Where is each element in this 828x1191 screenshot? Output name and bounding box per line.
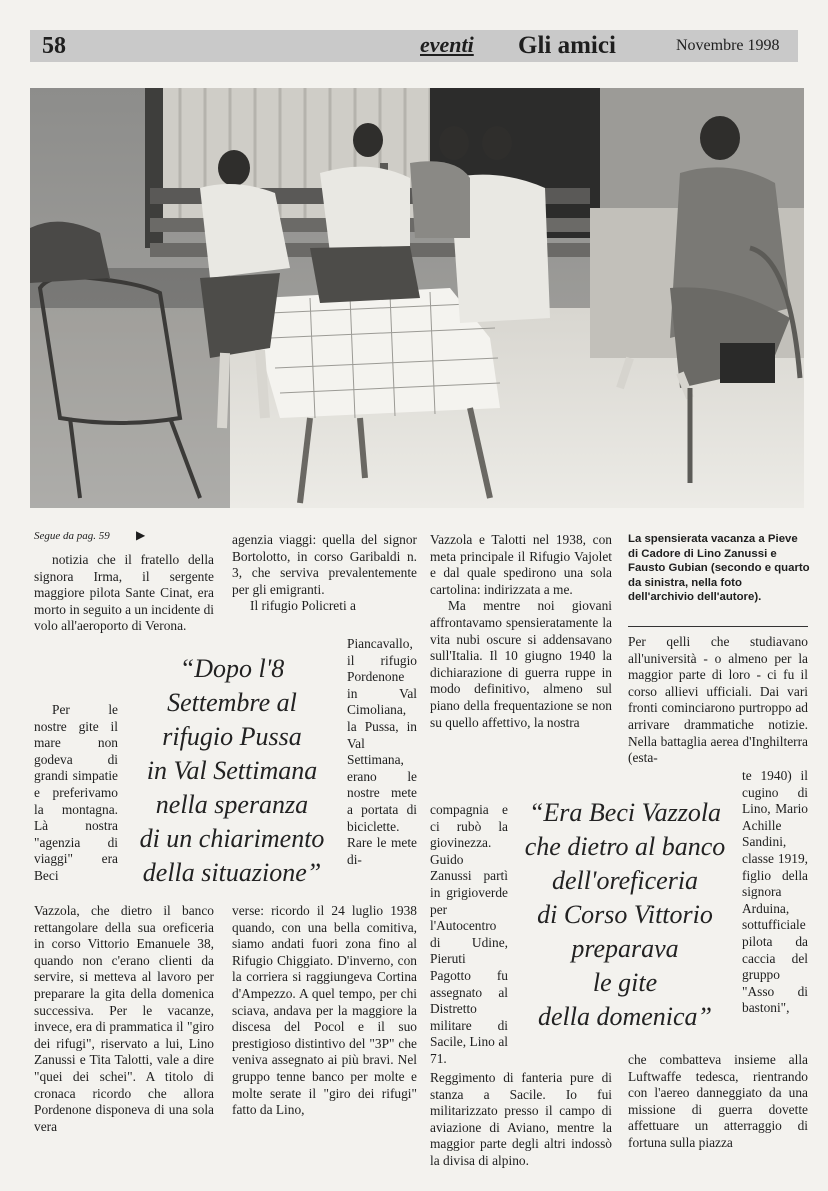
- magazine-brand: eventi: [420, 32, 474, 57]
- col2-para-b: Il rifugio Policreti a: [250, 598, 356, 614]
- quote-open-icon: “: [179, 654, 195, 683]
- pull-quote-1-line-2: Settembre al: [167, 688, 297, 717]
- pull-quote-2-line-1: “Era Beci Vazzola: [528, 798, 722, 827]
- pull-quote-1-line-4: in Val Settimana: [146, 756, 318, 785]
- column-1-lower: [34, 903, 214, 1135]
- col2-para-a: agenzia viaggi: quella del signor Bortolotto, in corso Garibaldi n. 3, che serviva prevalentemente per gli emigranti.: [232, 532, 417, 597]
- col4-para-c: che combatteva insieme alla Luftwaffe tedesca, rientrando con l'aereo danneggiato da una missione di guerra dovette affettuare un atterraggio di fortuna sulla piazza: [628, 1052, 808, 1150]
- group-photo: [30, 88, 804, 508]
- pull-quote-2: [505, 796, 745, 1034]
- issue-date: Novembre 1998: [676, 37, 780, 54]
- pull-quote-1-line-6: di un chiarimento: [139, 824, 325, 853]
- photo-illustration: [30, 88, 804, 508]
- pull-quote-1-line-7: della situazione”: [142, 858, 322, 887]
- column-3-narrow: [430, 802, 508, 1068]
- section-title: Gli amici: [518, 32, 616, 59]
- column-4: [628, 634, 808, 767]
- pull-quote-2-line-5: preparava: [571, 934, 679, 963]
- column-2-lower: [232, 903, 417, 1119]
- column-1: [34, 552, 214, 635]
- col4-para-b: te 1940) il cugino di Lino, Mario Achille Sandini, classe 1919, figlio della signora Arduina, sottufficiale pilota da caccia del gruppo "Asso di bastoni",: [742, 768, 808, 1016]
- pull-quote-2-line-3: dell'oreficeria: [551, 866, 699, 895]
- caption-divider: [628, 626, 808, 627]
- column-3: [430, 532, 612, 731]
- continued-arrow-icon: ▶: [136, 528, 146, 542]
- quote-open-icon: “: [528, 798, 544, 827]
- col1-para-b: Per le nostre gite il mare non godeva di grandi simpatie e preferivamo la montagna. Là nostra "agenzia di viaggi" era Beci: [34, 702, 118, 883]
- col3-para-d: Reggimento di fanteria pure di stanza a Sacile. Io fui militarizzato presso il campo di aviazione di Aviano, mentre la maggior parte degli altri indossò la divisa di alpino.: [430, 1070, 612, 1168]
- pull-quote-2-line-2: che dietro al banco: [524, 832, 726, 861]
- column-3-lower: [430, 1070, 612, 1170]
- quote-close-icon: ”: [306, 858, 322, 887]
- column-4-narrow: [742, 768, 808, 1017]
- pull-quote-1-line-3: rifugio Pussa: [162, 722, 302, 751]
- column-2-narrow: [347, 636, 417, 868]
- col3-para-a: Vazzola e Talotti nel 1938, con meta principale il Rifugio Vajolet e dal quale spedirono una sola cartolina: indirizzata a me.: [430, 532, 612, 597]
- column-1-narrow: [34, 702, 118, 885]
- pull-quote-2-line-7: della domenica”: [537, 1002, 713, 1031]
- pull-quote-2-line-4: di Corso Vittorio: [537, 900, 713, 929]
- pull-quote-1: [112, 652, 352, 890]
- col2-para-c: Piancavallo, il rifugio Pordenone in Val Cimoliana, la Pussa, in Val Settimana, erano le nostre mete a portata di biciclette. Rare le mete di-: [347, 636, 417, 867]
- page-number: 58: [42, 33, 66, 59]
- col3-para-c: compagnia e ci rubò la giovinezza. Guido Zanussi partì in grigioverde per l'Autocentro di Udine, Pieruti Pagotto fu assegnato al Distretto militare di Sacile, Lino al 71.: [430, 802, 508, 1066]
- page-header: [30, 30, 798, 62]
- col2-para-d: verse: ricordo il 24 luglio 1938 quando, con una bella comitiva, siamo andati fuori zona fino al Rifugio Chiggiato. D'inverno, con la corriera si raggiungeva Cortina d'Ampezzo. A quel tempo, per chi sciava, andava per la maggiore la discesa del Pocol e il suo prestigioso distintivo del "3P" che veniva assegnato ai più bravi. Nel gruppo tenne banco per molte e molte serate il "giro dei rifugi" fatto da Lino,: [232, 903, 417, 1118]
- col1-para-c: Vazzola, che dietro il banco rettangolare della sua oreficeria in corso Vittorio Emanuele 38, quando non c'erano clienti da servire, si metteva al lavoro per preparare la gita della domenica successiva. Per le vacanze, invece, era di prammatica il "giro dei rifugi", riservato a lui, Lino Zanussi e Tita Talotti, vale a dire "quei dei schei". A titolo di cronaca ricordo che allora Pordenone disponeva di una sola vera: [34, 903, 214, 1134]
- continued-from: Segue da pag. 59: [34, 530, 110, 542]
- column-4-lower: [628, 1052, 808, 1152]
- pull-quote-1-line-1: “Dopo l'8: [179, 654, 285, 683]
- pull-quote-1-line-5: nella speranza: [155, 790, 309, 819]
- col4-para-a: Per qelli che studiavano all'università - o almeno per la maggior parte di loro - ci fu il corso allievi ufficiali. Dai vari fronti cominciarono purtroppo ad arrivare drammatiche notizie. Nella battaglia aerea d'Inghilterra (esta-: [628, 634, 808, 766]
- column-2: [232, 532, 417, 615]
- pull-quote-2-line-6: le gite: [592, 968, 658, 997]
- quote-close-icon: ”: [697, 1002, 713, 1031]
- col3-para-b: Ma mentre noi giovani affrontavamo spensieratamente la vita nubi oscure si addensavano sull'Italia. Il 10 giugno 1940 la dichiarazione di guerra ruppe in modo definitivo, almeno sul piano della frequentazione se non su quello affettivo, la nostra: [430, 598, 612, 730]
- col1-para-a: notizia che il fratello della signora Irma, il sergente maggiore pilota Sante Cinat, era morto in seguito a un incidente di volo all'aeroporto di Verona.: [34, 552, 214, 634]
- photo-caption: La spensierata vacanza a Pieve di Cadore di Lino Zanussi e Fausto Gubian (secondo e quarto da sinistra, nella foto dell'archivio dell'autore).: [628, 533, 810, 603]
